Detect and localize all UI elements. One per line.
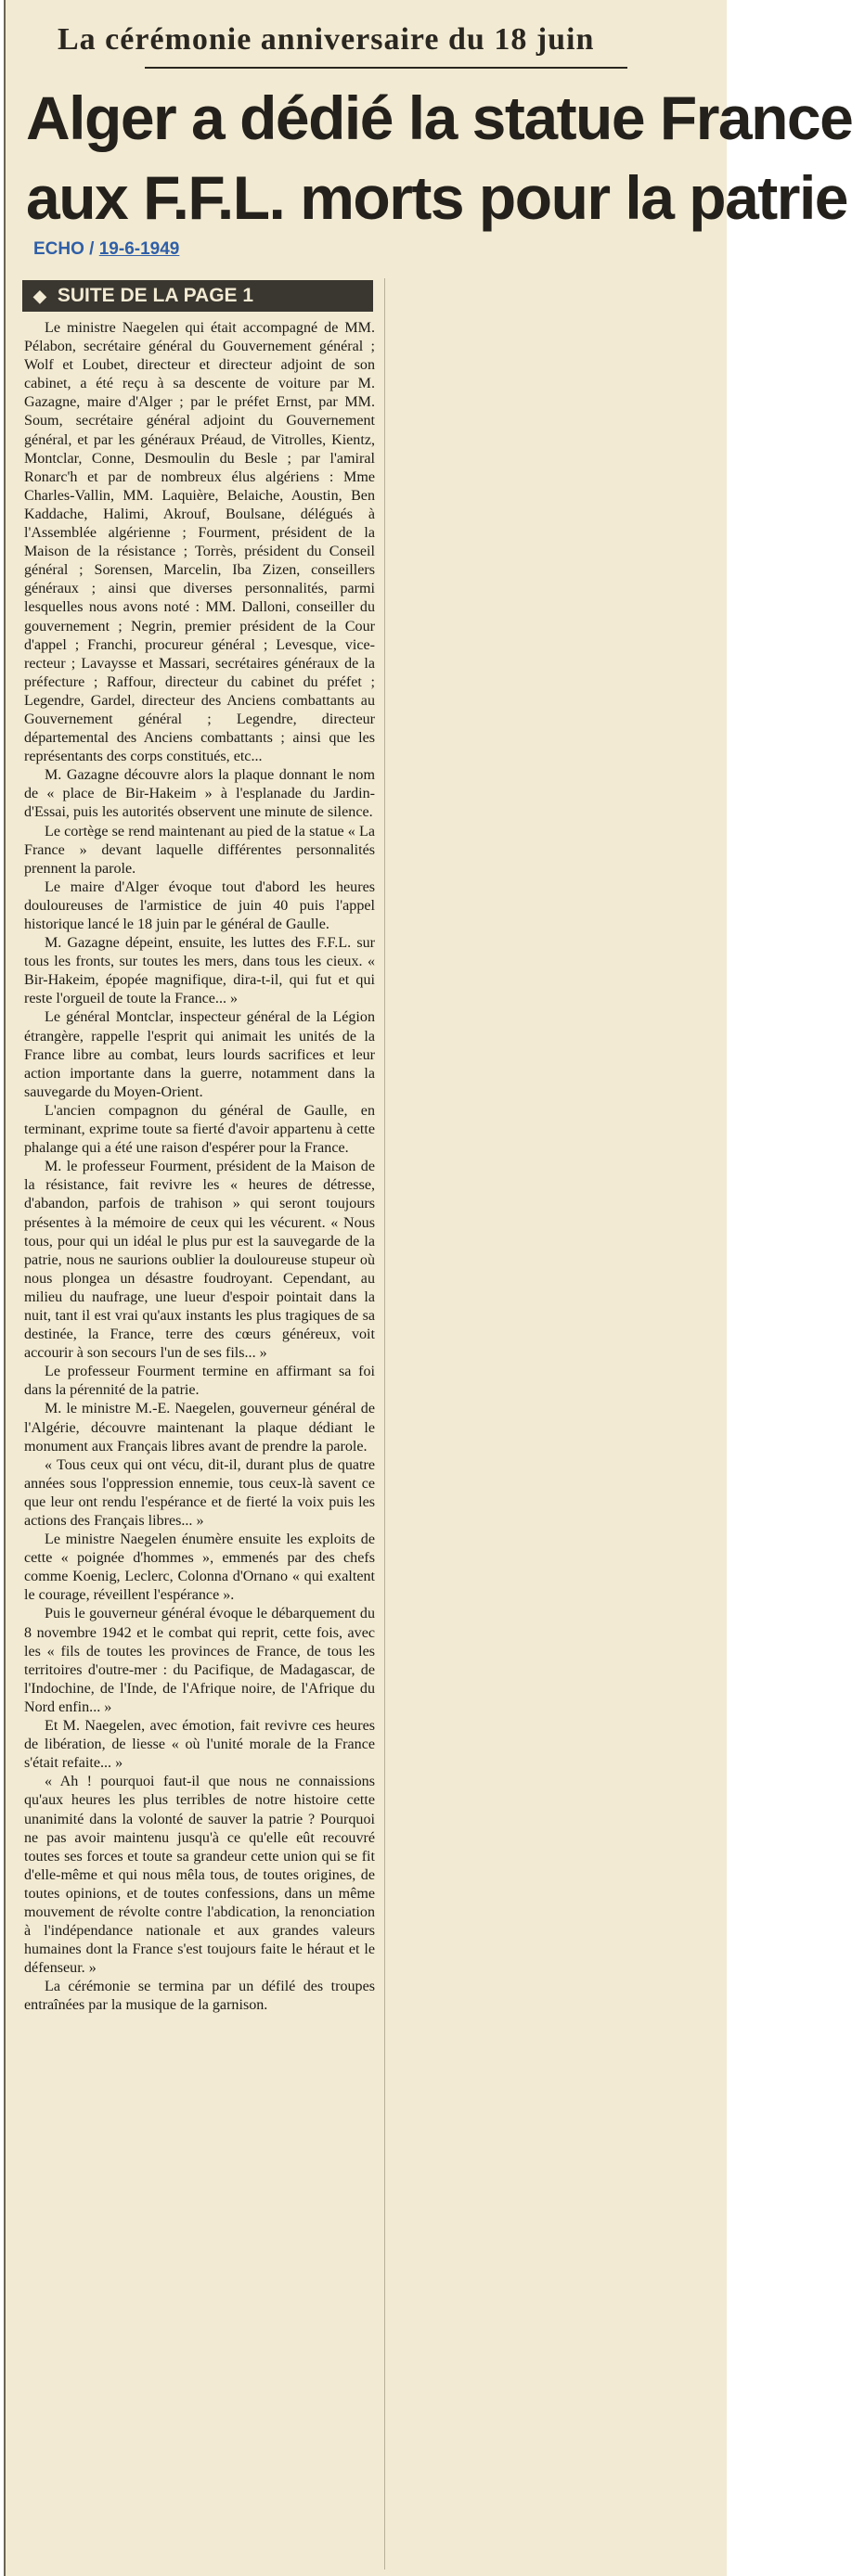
source-stamp [33, 239, 179, 260]
article-paragraph: L'ancien compagnon du général de Gaulle, en terminant, exprime toute sa fierté d'avoir appartenu à cette phalange qui a été une raison d'espérer pour la France. [24, 1102, 375, 1157]
article-paragraph: Et M. Naegelen, avec émotion, fait revivre ces heures de libération, de liesse « où l'unité morale de la France s'était refaite... » [24, 1718, 375, 1772]
kicker: La cérémonie anniversaire du 18 juin [58, 22, 595, 57]
article-paragraph: M. le ministre M.-E. Naegelen, gouverneur général de l'Algérie, découvre maintenant la plaque dédiant le monument aux Français libres avant de prendre la parole. [24, 1401, 375, 1455]
article-paragraph: Le ministre Naegelen énumère ensuite les exploits de cette « poignée d'hommes », emmenés par des chefs comme Koenig, Leclerc, Colonna d'Ornano « qui exaltent le courage, réveillent l'espérance ». [24, 1532, 375, 1604]
article-paragraph: Le cortège se rend maintenant au pied de la statue « La France » devant laquelle différentes personnalités prennent la parole. [24, 823, 375, 877]
article-paragraph: Le maire d'Alger évoque tout d'abord les heures douloureuses de l'armistice de juin 40 puis l'appel historique lancé le 18 juin par le général de Gaulle. [24, 878, 375, 932]
article-paragraph: « Tous ceux qui ont vécu, dit-il, durant plus de quatre années sous l'oppression ennemie, tous ceux-là savent ce que leur ont rendu l'espérance et de fierté la voix puis les actions des Français libres... » [24, 1456, 375, 1529]
source-paper: ECHO / [33, 239, 95, 259]
article-paragraph: M. le professeur Fourment, président de la Maison de la résistance, fait revivre les « heures de détresse, d'abandon, parfois de trahison » qui seront toujours présentes à la mémoire de ceux qui les vécurent. « Nous tous, pour qui un idéal le plus pur est la sauvegarde de la patrie, nous ne saurions oublier la douloureuse stupeur où nous plongea un désastre foudroyant. Cependant, au milieu du naufrage, une lueur d'espoir pointait dans la nuit, tant il est vrai qu'aux instants les plus tragiques de sa destinée, la France, terre des cœurs généreux, voit accourir à son secours l'un de ses fils... » [24, 1159, 375, 1362]
kicker-underline [145, 67, 627, 69]
article-paragraph: Le général Montclar, inspecteur général de la Légion étrangère, rappelle l'esprit qui animait les unités de la France libre au combat, leurs lourds sacrifices et leur action importante dans la guerre, notamment dans la sauvegarde du Moyen-Orient. [24, 1009, 375, 1100]
newspaper-clipping [4, 0, 852, 2576]
headline-line-1: Alger a dédié la statue France [26, 83, 852, 152]
continued-banner [22, 280, 373, 312]
article-paragraph: Le professeur Fourment termine en affirmant sa foi dans la pérennité de la patrie. [24, 1364, 375, 1399]
continued-banner-label: SUITE DE LA PAGE 1 [57, 285, 254, 306]
source-date: 19-6-1949 [98, 239, 180, 259]
headline-line-2: aux F.F.L. morts pour la patrie [26, 163, 848, 232]
article-paragraph: Le ministre Naegelen qui était accompagné de MM. Pélabon, secrétaire général du Gouvernement général ; Wolf et Loubet, directeur et directeur adjoint de son cabinet, a été reçu à sa descente de voiture par M. Gazagne, maire d'Alger ; par le préfet Ernst, par MM. Soum, secrétaire général adjoint du Gouvernement général, et par les généraux Préaud, de Vitrolles, Kientz, Montclar, Conne, Desmoulin du Besle ; par l'amiral Ronarc'h et par de nombreux élus algériens : Mme Charles-Vallin, MM. Laquière, Belaiche, Aoustin, Ben Kaddache, Halimi, Akrouf, Boulsane, délégués à l'Assemblée algérienne ; Fourment, président de la Maison de la résistance ; Torrès, président du Conseil général ; Sorensen, Marcelin, Iba Zizen, conseillers généraux ; ainsi que diverses personnalités, parmi lesquelles nous avons noté : MM. Dalloni, conseiller du gouvernement ; Negrin, premier président de la Cour d'appel ; Franchi, procureur général ; Levesque, vice-recteur ; Lavaysse et Massari, secrétaires généraux de la préfecture ; Raffour, directeur du cabinet du préfet ; Legendre, Gardel, directeur des Anciens combattants au Gouvernement général ; Legendre, directeur départemental des Anciens combattants ; ainsi que les représentants des corps constitués, etc... [24, 320, 375, 765]
article-column [24, 319, 375, 2016]
article-paragraph: La cérémonie se termina par un défilé des troupes entraînées par la musique de la garnison. [24, 1979, 375, 2014]
article-paragraph: M. Gazagne dépeint, ensuite, les luttes des F.F.L. sur tous les fronts, sur toutes les mers, dans tous les cieux. « Bir-Hakeim, épopée magnifique, dira-t-il, qui fut et qui reste l'orgueil de toute la France... » [24, 935, 375, 1007]
column-divider [384, 278, 385, 2570]
article-paragraph: Puis le gouverneur général évoque le débarquement du 8 novembre 1942 et le combat qui reprit, cette fois, avec les « fils de toutes les provinces de France, de tous les territoires d'outre-mer : du Pacifique, de Madagascar, de l'Indochine, de l'Inde, de l'Afrique noire, de l'Afrique du Nord enfin... » [24, 1606, 375, 1715]
article-paragraph: « Ah ! pourquoi faut-il que nous ne connaissions qu'aux heures les plus terribles de notre histoire cette unanimité dans la volonté de sauver la patrie ? Pourquoi ne pas avoir maintenu jusqu'à ce qu'elle eût recouvré toutes ses forces et toute sa grandeur cette union qui se fit d'elle-même et qui nous mêla tous, de toutes origines, de toutes opinions, et de toutes confessions, dans un même mouvement de révolte contre l'abdication, la renonciation à l'indépendance nationale et aux grandes valeurs humaines dont la France s'est toujours faite le héraut et le défenseur. » [24, 1774, 375, 1977]
article-paragraph: M. Gazagne découvre alors la plaque donnant le nom de « place de Bir-Hakeim » à l'esplanade du Jardin-d'Essai, puis les autorités observent une minute de silence. [24, 767, 375, 821]
diamond-icon: ◆ [33, 286, 46, 305]
